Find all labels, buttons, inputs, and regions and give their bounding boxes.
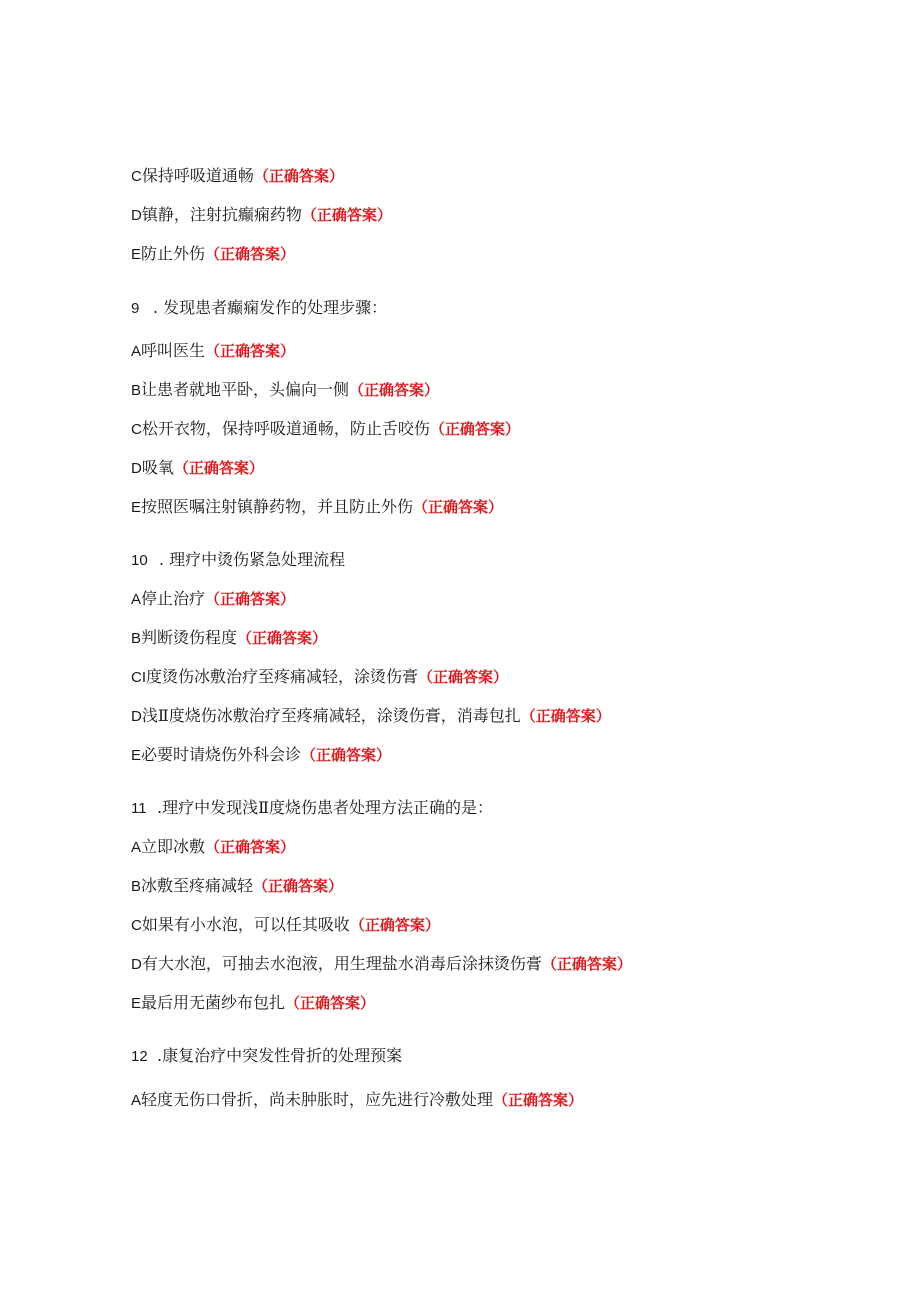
correct-answer-mark: （正确答案） bbox=[285, 994, 376, 1012]
option-text: 如果有小水泡，可以任其吸收 bbox=[141, 915, 350, 934]
question-number: 9 bbox=[131, 300, 140, 317]
option-text: 按照医嘱注射镇静药物，并且防止外伤 bbox=[141, 497, 414, 516]
question-number: 10 bbox=[131, 552, 148, 569]
option-text: 判断烫伤程度 bbox=[141, 628, 238, 647]
option-label: C bbox=[131, 421, 142, 438]
option-label: E bbox=[131, 747, 142, 764]
question-12 bbox=[131, 1046, 402, 1067]
option-text: 让患者就地平卧，头偏向一侧 bbox=[141, 380, 350, 399]
correct-answer-mark: （正确答案） bbox=[349, 916, 440, 934]
option-c bbox=[131, 915, 440, 936]
option-text: 度烫伤冰敷治疗至疼痛减轻，涂烫伤膏 bbox=[146, 667, 419, 686]
option-d bbox=[131, 205, 392, 226]
option-label: E bbox=[131, 246, 142, 263]
option-label: D bbox=[131, 207, 142, 224]
option-text: 保持呼吸道通畅 bbox=[141, 166, 254, 185]
correct-answer-mark: （正确答案） bbox=[205, 838, 296, 856]
option-b bbox=[131, 380, 439, 401]
question-10 bbox=[131, 550, 345, 571]
question-text: .康复治疗中突发性骨折的处理预案 bbox=[157, 1046, 403, 1065]
correct-answer-mark: （正确答案） bbox=[541, 955, 632, 973]
option-label: D bbox=[131, 708, 142, 725]
correct-answer-mark: （正确答案） bbox=[205, 245, 296, 263]
option-text: 浅Ⅱ度烧伤冰敷治疗至疼痛减轻，涂烫伤膏，消毒包扎 bbox=[141, 706, 521, 725]
option-c bbox=[131, 166, 344, 187]
option-e bbox=[131, 244, 295, 265]
option-e bbox=[131, 745, 391, 766]
correct-answer-mark: （正确答案） bbox=[253, 877, 344, 895]
option-text: 冰敷至疼痛减轻 bbox=[141, 876, 254, 895]
option-a bbox=[131, 837, 295, 858]
option-a bbox=[131, 589, 295, 610]
option-text: 必要时请烧伤外科会诊 bbox=[141, 745, 302, 764]
option-label: A bbox=[131, 1092, 142, 1109]
option-b bbox=[131, 876, 343, 897]
option-ci bbox=[131, 667, 508, 688]
correct-answer-mark: （正确答案） bbox=[493, 1091, 584, 1109]
question-text: . 理疗中烫伤紧急处理流程 bbox=[159, 550, 346, 569]
option-text: 松开衣物，保持呼吸道通畅，防止舌咬伤 bbox=[141, 419, 430, 438]
option-text: 轻度无伤口骨折，尚未肿胀时，应先进行冷敷处理 bbox=[141, 1090, 494, 1109]
option-a bbox=[131, 341, 295, 362]
option-text: 最后用无菌纱布包扎 bbox=[141, 993, 286, 1012]
correct-answer-mark: （正确答案） bbox=[205, 590, 296, 608]
correct-answer-mark: （正确答案） bbox=[237, 629, 328, 647]
option-c bbox=[131, 419, 520, 440]
correct-answer-mark: （正确答案） bbox=[520, 707, 611, 725]
option-label: CI bbox=[131, 669, 146, 686]
correct-answer-mark: （正确答案） bbox=[301, 206, 392, 224]
question-11 bbox=[131, 798, 493, 819]
option-text: 防止外伤 bbox=[141, 244, 206, 263]
option-label: B bbox=[131, 878, 142, 895]
option-text: 镇静，注射抗癫痫药物 bbox=[141, 205, 302, 224]
option-label: E bbox=[131, 995, 142, 1012]
question-9 bbox=[131, 298, 387, 319]
question-number: 11 bbox=[131, 800, 147, 817]
option-label: D bbox=[131, 956, 142, 973]
question-text: . 发现患者癫痫发作的处理步骤： bbox=[153, 298, 388, 317]
option-label: E bbox=[131, 499, 142, 516]
question-text: .理疗中发现浅Ⅱ度烧伤患者处理方法正确的是： bbox=[157, 798, 493, 817]
option-d bbox=[131, 954, 632, 975]
question-number: 12 bbox=[131, 1048, 148, 1065]
correct-answer-mark: （正确答案） bbox=[418, 668, 509, 686]
option-b bbox=[131, 628, 327, 649]
correct-answer-mark: （正确答案） bbox=[205, 342, 296, 360]
correct-answer-mark: （正确答案） bbox=[173, 459, 264, 477]
option-text: 停止治疗 bbox=[141, 589, 206, 608]
option-d bbox=[131, 706, 611, 727]
option-text: 立即冰敷 bbox=[141, 837, 206, 856]
option-a bbox=[131, 1090, 583, 1111]
option-label: B bbox=[131, 630, 142, 647]
option-label: A bbox=[131, 839, 142, 856]
option-text: 呼叫医生 bbox=[141, 341, 206, 360]
option-d bbox=[131, 458, 264, 479]
option-label: C bbox=[131, 168, 142, 185]
option-e bbox=[131, 993, 375, 1014]
option-label: A bbox=[131, 343, 142, 360]
option-label: C bbox=[131, 917, 142, 934]
correct-answer-mark: （正确答案） bbox=[301, 746, 392, 764]
correct-answer-mark: （正确答案） bbox=[413, 498, 504, 516]
option-e bbox=[131, 497, 503, 518]
correct-answer-mark: （正确答案） bbox=[429, 420, 520, 438]
correct-answer-mark: （正确答案） bbox=[349, 381, 440, 399]
option-label: B bbox=[131, 382, 142, 399]
option-label: A bbox=[131, 591, 142, 608]
option-label: D bbox=[131, 460, 142, 477]
correct-answer-mark: （正确答案） bbox=[253, 167, 344, 185]
option-text: 吸氧 bbox=[141, 458, 174, 477]
option-text: 有大水泡，可抽去水泡液，用生理盐水消毒后涂抹烫伤膏 bbox=[141, 954, 542, 973]
